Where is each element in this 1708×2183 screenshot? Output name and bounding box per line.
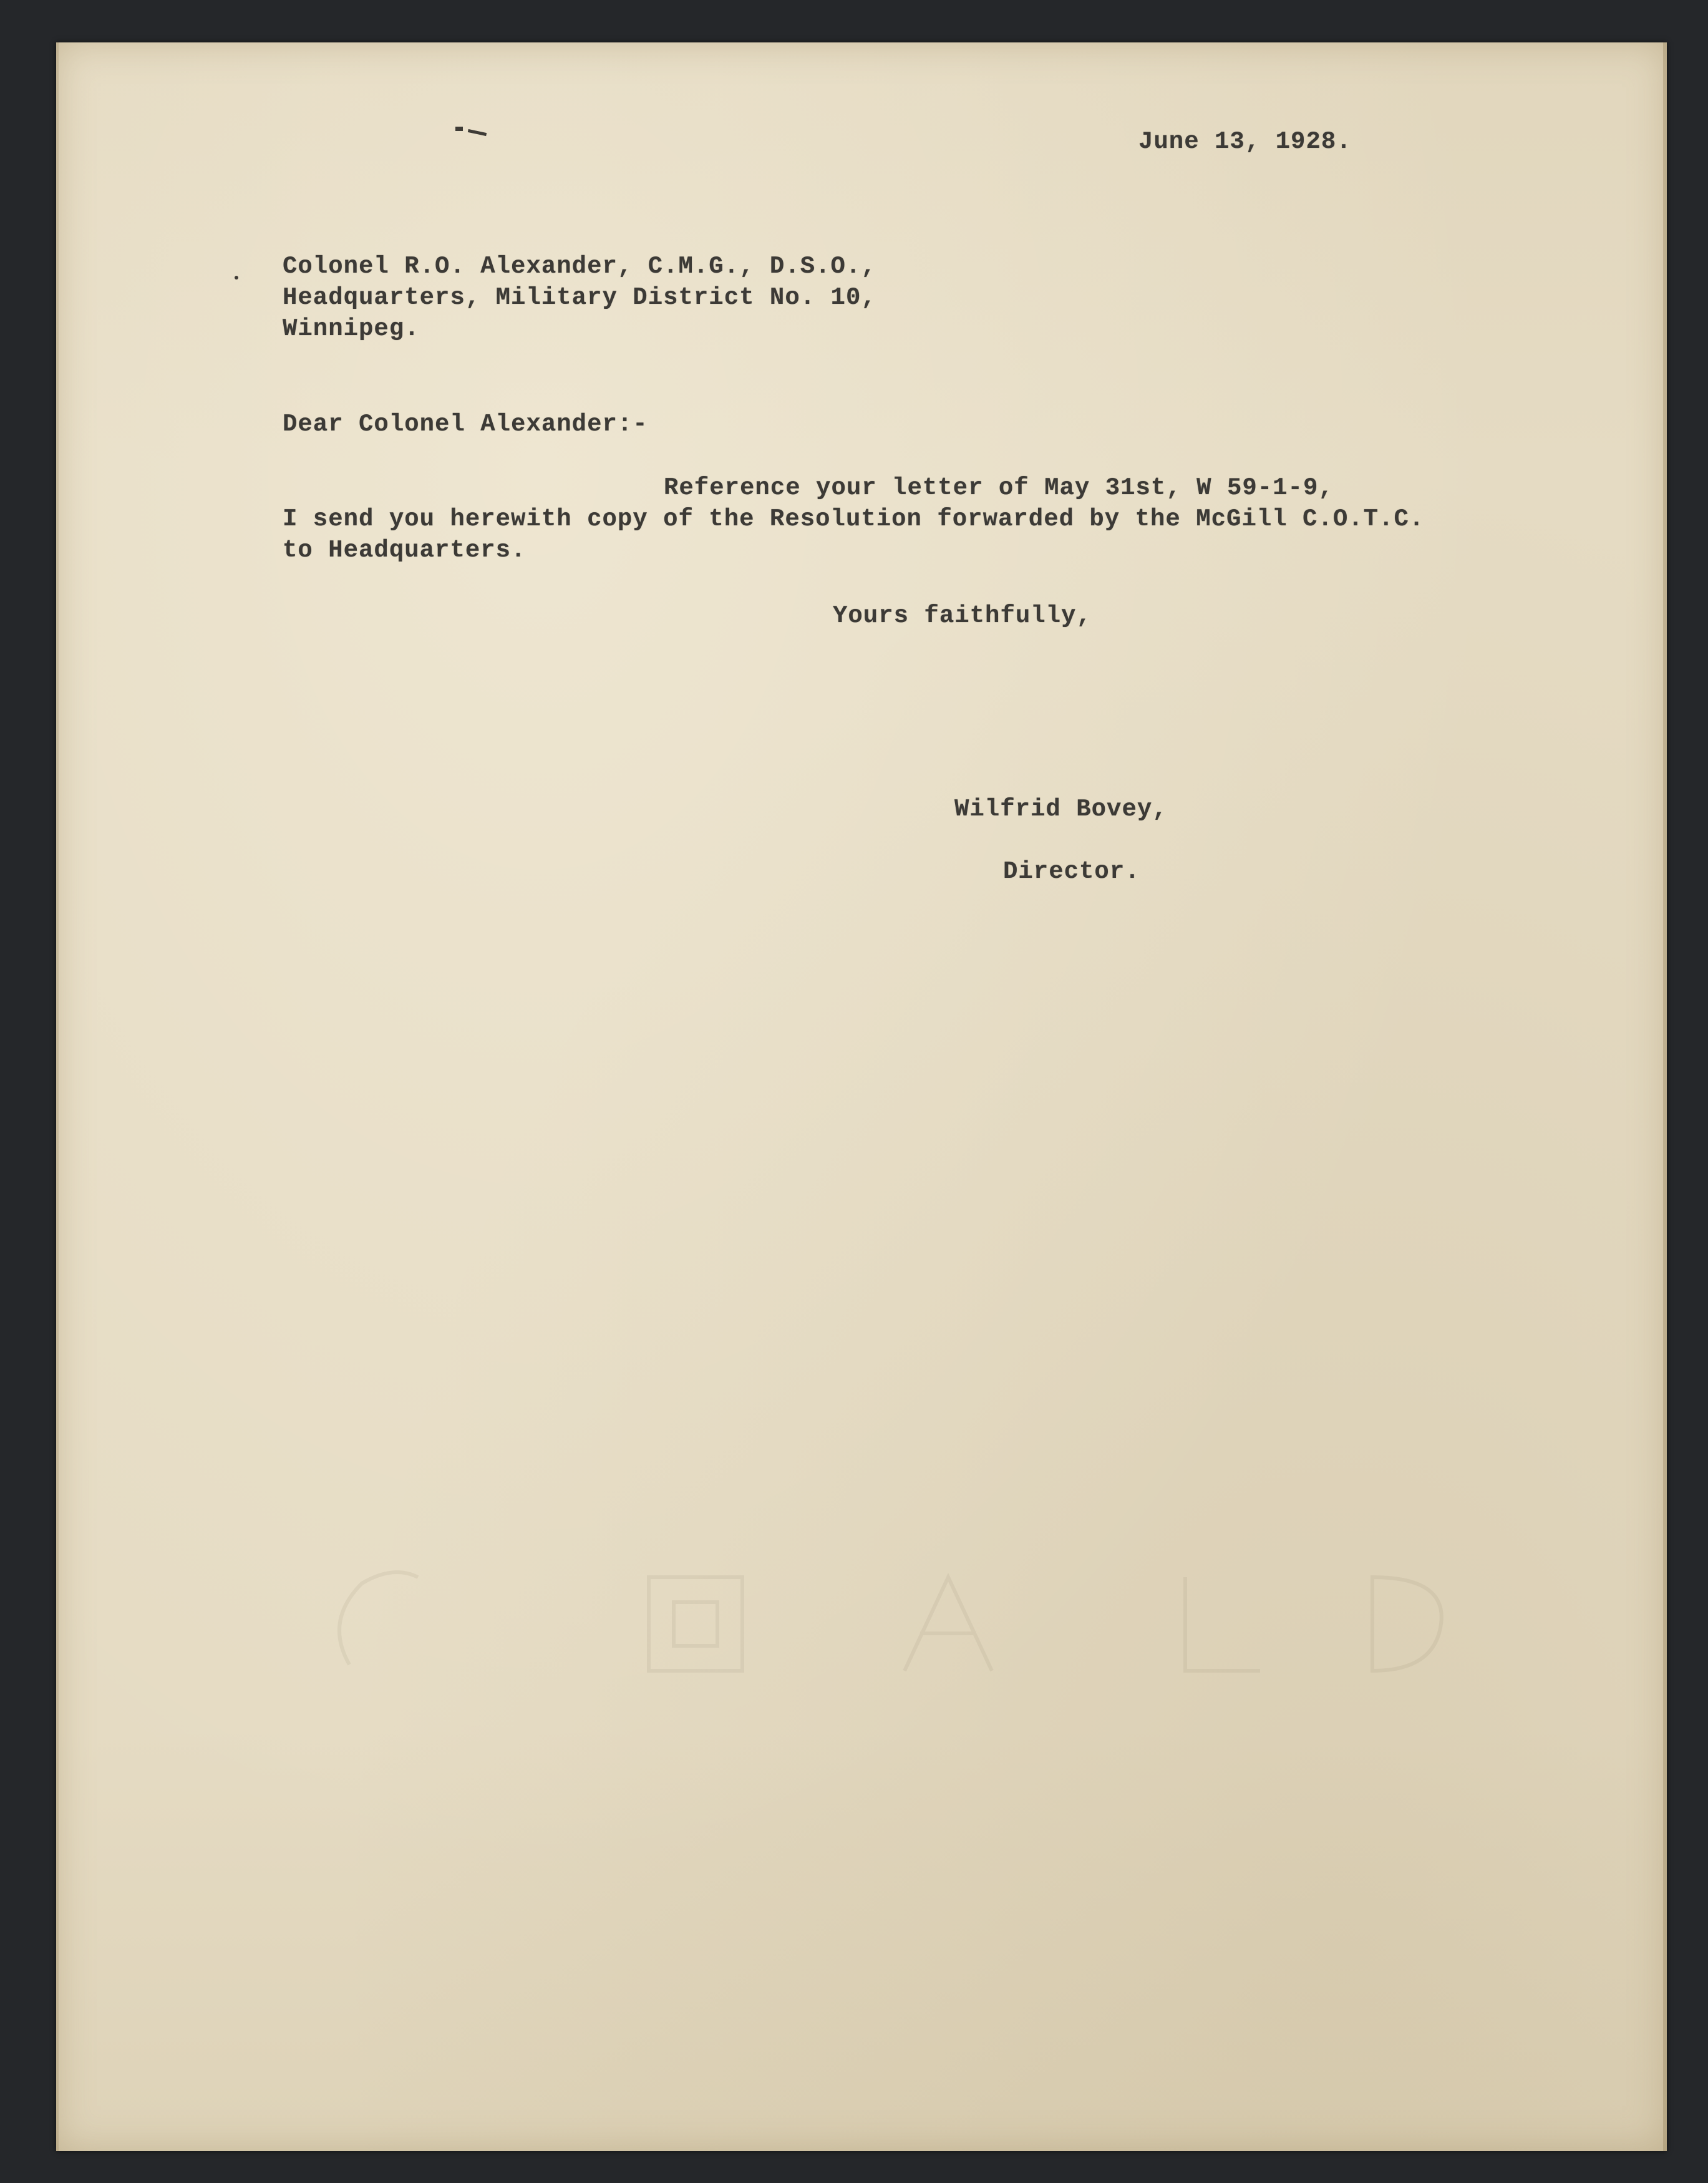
body-line-2: I send you herewith copy of the Resolution forwarded by the McGill C.O.T.C.	[283, 505, 1425, 533]
salutation: Dear Colonel Alexander:-	[283, 411, 648, 438]
letter-page	[56, 42, 1667, 2151]
recipient-line-3: Winnipeg.	[283, 315, 420, 343]
signature-title: Director.	[1003, 858, 1140, 885]
ink-mark	[455, 127, 463, 131]
signature-name: Wilfrid Bovey,	[954, 795, 1168, 823]
recipient-line-1: Colonel R.O. Alexander, C.M.G., D.S.O.,	[283, 253, 876, 280]
body-line-3: to Headquarters.	[283, 537, 526, 564]
ink-mark	[235, 276, 238, 280]
recipient-line-2: Headquarters, Military District No. 10,	[283, 284, 876, 311]
letter-date: June 13, 1928.	[1138, 128, 1352, 155]
body-line-1: Reference your letter of May 31st, W 59-1-9,	[664, 474, 1334, 502]
closing: Yours faithfully,	[833, 602, 1092, 630]
ink-mark	[468, 129, 487, 136]
paper-watermark	[324, 1565, 1460, 1677]
